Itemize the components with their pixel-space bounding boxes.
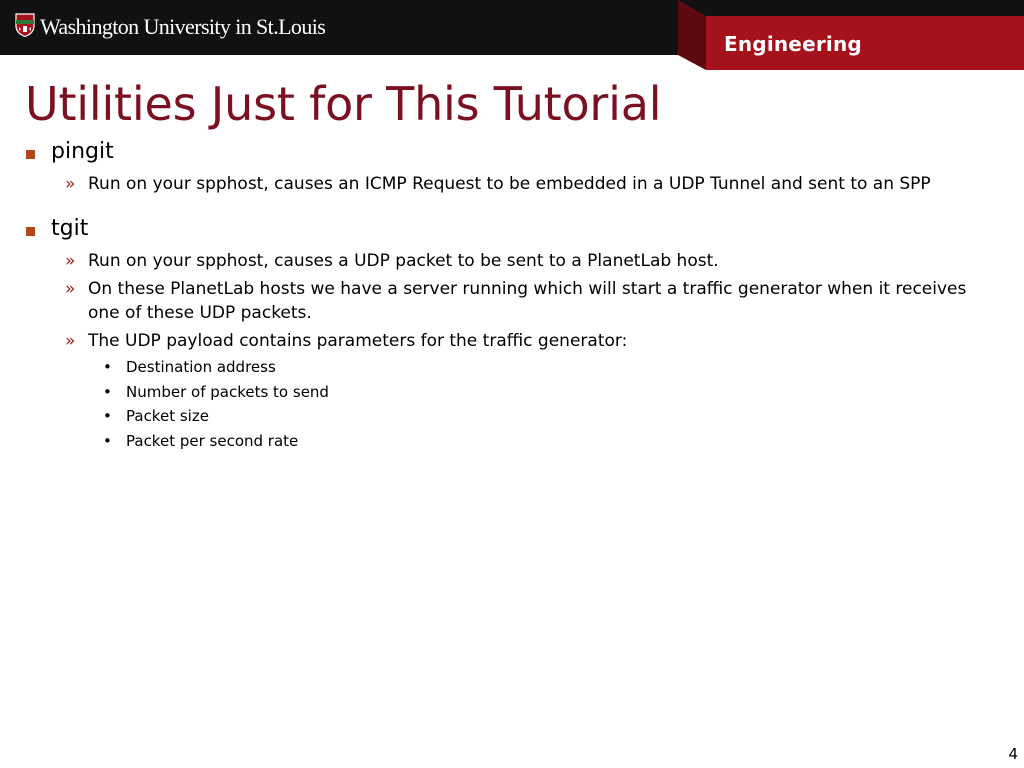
sub-sub-bullet-text: Packet per second rate <box>126 431 299 450</box>
bullet-tgit <box>0 213 1024 245</box>
sub-sub-bullet <box>0 357 1024 377</box>
university-logo-text: Washington University in St.Louis <box>40 14 326 39</box>
chevron-bullet-icon: » <box>65 251 76 271</box>
sub-bullet-text: The UDP payload contains parameters for the traffic generator: <box>88 331 628 351</box>
chevron-bullet-icon: » <box>65 279 76 299</box>
bullet-label: pingit <box>51 139 114 164</box>
square-bullet-icon <box>26 150 35 159</box>
sub-bullet-text: Run on your spphost, causes an ICMP Request to be embedded in a UDP Tunnel and sent to an SPP <box>88 174 931 194</box>
header-banner <box>0 0 1024 70</box>
bullet-label: tgit <box>51 216 89 241</box>
slide-body <box>0 136 1024 455</box>
dot-bullet-icon: • <box>103 431 112 450</box>
slide-title: Utilities Just for This Tutorial <box>25 77 662 131</box>
sub-sub-bullet <box>0 431 1024 451</box>
university-shield-icon <box>15 13 35 37</box>
sub-sub-bullet-text: Destination address <box>126 358 276 376</box>
sub-bullet-text: Run on your spphost, causes a UDP packet to be sent to a PlanetLab host. <box>88 251 719 271</box>
department-label: Engineering <box>724 32 862 56</box>
dot-bullet-icon: • <box>103 358 112 376</box>
bullet-pingit <box>0 136 1024 168</box>
sub-bullet-text: On these PlanetLab hosts we have a server running which will start a traffic generator when it receives one of these UDP packets. <box>88 279 967 323</box>
sub-bullet <box>0 172 1024 196</box>
sub-sub-bullet-text: Number of packets to send <box>126 382 329 401</box>
dot-bullet-icon: • <box>103 382 112 401</box>
sub-sub-bullet-text: Packet size <box>126 407 209 426</box>
dot-bullet-icon: • <box>103 407 112 426</box>
square-bullet-icon <box>26 227 35 236</box>
sub-bullet <box>0 329 1024 353</box>
sub-bullet <box>0 249 1024 273</box>
page-number: 4 <box>1008 745 1018 763</box>
sub-sub-bullet <box>0 382 1024 402</box>
sub-bullet <box>0 277 1024 325</box>
chevron-bullet-icon: » <box>65 331 76 351</box>
sub-sub-bullet <box>0 406 1024 426</box>
chevron-bullet-icon: » <box>65 174 76 194</box>
